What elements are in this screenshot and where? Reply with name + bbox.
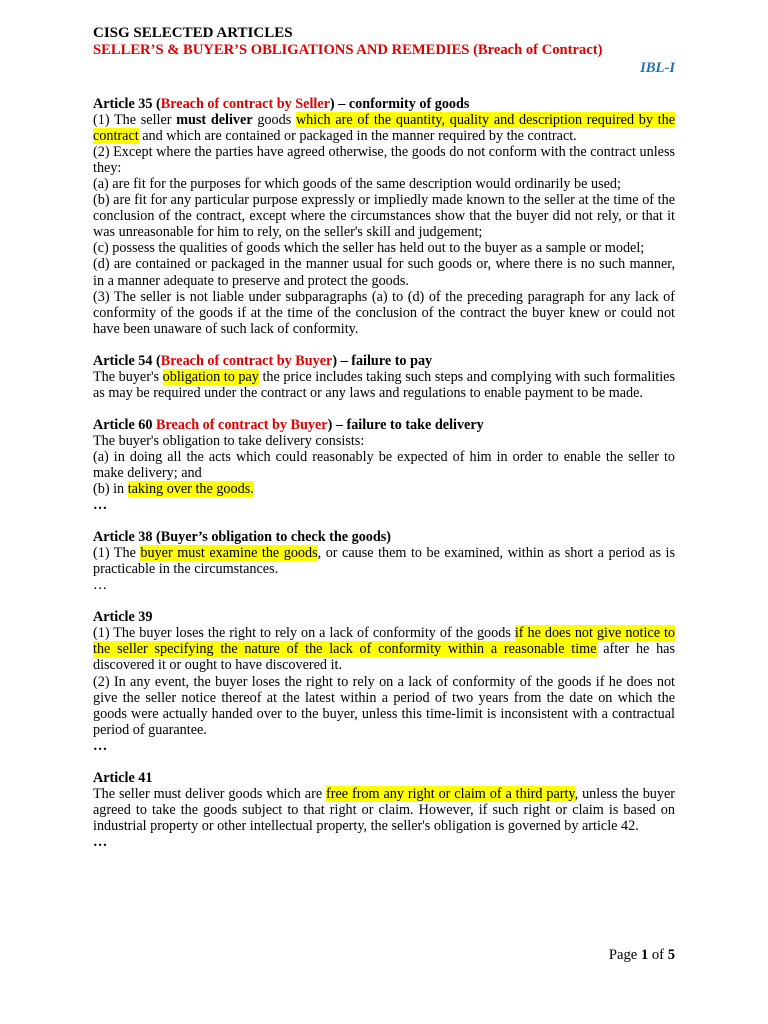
article-54-para-1 [93,369,675,401]
article-38-para-1 [93,545,675,577]
highlighted-text: if he does not give notice to the seller specifying the nature of the lack of conformity within a reasonable time [93,625,676,658]
highlighted-text: which are of the quantity, quality and description required by the contract [93,112,675,145]
article-35-item-c: (c) possess the qualities of goods which the seller has held out to the buyer as a sample or model; [93,240,645,257]
article-35-para-2: (2) Except where the parties have agreed otherwise, the goods do not conform with the contract unless they: [93,144,675,177]
articles-list [93,96,675,850]
text: The buyer's [93,368,163,385]
article-54 [93,353,675,401]
text: (b) in [93,481,128,498]
text: (1) The buyer loses the right to rely on a lack of conformity of the goods [93,625,515,642]
article-60-para-1: The buyer's obligation to take delivery consists: [93,432,365,449]
page-total: 5 [667,947,675,963]
article-38-heading: Article 38 (Buyer’s obligation to check the goods) [93,529,392,546]
article-60-heading [93,417,675,433]
text: The seller must deliver goods which are [93,785,327,802]
article-60-item-b [93,481,675,497]
article-39 [93,609,675,753]
article-41-heading: Article 41 [93,769,153,786]
heading-text: Article 54 ( [93,352,161,369]
page-of-label: of [648,947,668,963]
heading-text: ) – conformity of goods [329,96,470,112]
heading-text: ) – failure to pay [332,352,433,369]
text: , unless the buyer agreed to take the goods subject to that right or claim. However, if such right or claim is based on industrial property or other intellectual property, the seller's obligation is governed by article 42. [93,785,675,834]
article-39-heading: Article 39 [93,609,153,626]
article-38-ellipsis: … [93,577,109,594]
heading-text: Article 60 [93,416,157,433]
heading-red-text: Breach of contract by Buyer [160,352,333,369]
bold-text: must deliver [176,112,253,129]
document-title: CISG SELECTED ARTICLES [93,25,293,41]
document-subtitle: SELLER’S & BUYER’S OBLIGATIONS AND REMEDIES (Breach of Contract) [93,42,603,58]
article-60 [93,417,675,513]
page-number: 1 [640,947,649,963]
article-38 [93,529,675,593]
heading-text: ) – failure to take delivery [327,416,484,433]
article-35-item-b: (b) are fit for any particular purpose expressly or impliedly made known to the seller at the time of the conclusion of the contract, except where the circumstances show that the buyer did not rely, or that it was unreasonable for him to rely, on the seller's skill and judgement; [93,192,675,241]
highlighted-text: buyer must examine the goods [140,545,318,562]
heading-red-text: Breach of contract by Buyer [156,416,328,433]
article-39-para-2: (2) In any event, the buyer loses the right to rely on a lack of conformity of the goods if he does not give the seller notice thereof at the latest within a period of two years from the date on which the goods were actually handed over to the buyer, unless this time-limit is inconsistent with a contractual period of guarantee. [93,673,675,738]
article-60-ellipsis: … [93,497,109,514]
article-35-item-d: (d) are contained or packaged in the manner usual for such goods or, where there is no such manner, in a manner adequate to preserve and protect the goods. [93,256,675,289]
page-label: Page [608,947,641,963]
document-page [93,24,675,850]
article-41-para-1 [93,786,675,834]
text: goods [252,112,296,129]
text: (1) The [93,545,141,562]
article-35 [93,96,675,337]
highlighted-text: free from any right or claim of a third party [326,785,575,802]
article-60-item-a: (a) in doing all the acts which could reasonably be expected of him in order to enable the seller to make delivery; and [93,448,675,481]
highlighted-text: taking over the goods. [127,481,254,498]
article-39-ellipsis: … [93,737,109,754]
text: (1) The seller [93,112,177,129]
article-54-heading [93,353,675,369]
text: after he has discovered it or ought to have discovered it. [93,641,675,674]
heading-text: Article 35 ( [93,96,161,112]
article-41 [93,770,675,850]
heading-red-text: Breach of contract by Seller [160,96,330,112]
article-41-ellipsis: … [93,833,109,850]
page-number-footer [609,947,675,963]
article-35-heading [93,96,675,112]
text: and which are contained or packaged in the manner required by the contract. [138,128,577,145]
article-39-para-1 [93,625,675,673]
text: the price includes taking such steps and complying with such formalities as may be required under the contract or any laws and regulations to enable payment to be made. [93,368,676,401]
highlighted-text: obligation to pay [162,368,259,385]
text: , or cause them to be examined, within as short a period as is practicable in the circumstances. [93,545,676,578]
article-35-para-1 [93,112,675,144]
article-35-para-3: (3) The seller is not liable under subparagraphs (a) to (d) of the preceding paragraph for any lack of conformity of the goods if at the time of the conclusion of the contract the buyer knew or could not have been unaware of such lack of conformity. [93,288,675,337]
article-35-item-a: (a) are fit for the purposes for which goods of the same description would ordinarily be used; [93,176,621,193]
course-code: IBL-I [640,60,675,76]
